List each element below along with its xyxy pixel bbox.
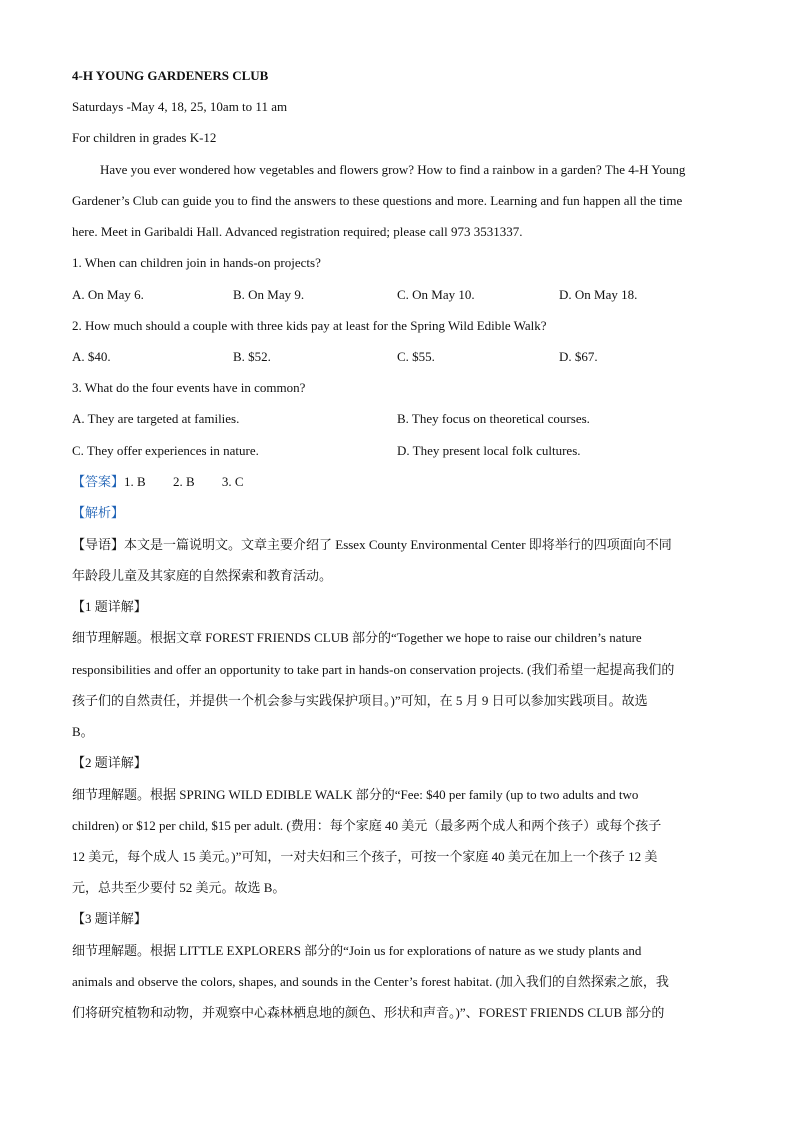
passage-body-line: Gardener’s Club can guide you to find the answers to these questions and more. Learning and fun happen all the time [72,193,683,208]
analysis-label: 【解析】 [72,505,125,520]
q1-detail-line: 孩子们的自然责任，并提供一个机会参与实践保护项目。)”可知，在 5 月 9 日可以参加实践项目。故选 [72,693,648,708]
passage-title: 4-H YOUNG GARDENERS CLUB [72,68,269,83]
passage-schedule: Saturdays -May 4, 18, 25, 10am to 11 am [72,99,288,114]
q1-detail-line: responsibilities and offer an opportunity to take part in hands-on conservation projects. (我们希望一起提高我们的 [72,662,675,677]
q2-detail-line: 元，总共至少要付 52 美元。故选 B。 [72,880,286,895]
answer-label: 【答案】 [72,474,125,489]
question-stem: 1. When can children join in hands-on projects? [72,255,321,270]
question-option: A. They are targeted at families. [72,411,240,426]
question-option: A. $40. [72,349,111,364]
answer-item: 1. B [124,474,146,489]
question-option: D. $67. [559,349,598,364]
question-option: C. $55. [397,349,435,364]
question-option: A. On May 6. [72,287,144,302]
answer-item: 2. B [172,474,195,489]
answer-item: 3. C [221,474,244,489]
analysis-guide-line: 【导语】本文是一篇说明文。文章主要介绍了 Essex County Environmental Center 即将举行的四项面向不同 [72,537,672,552]
passage-audience: For children in grades K-12 [72,130,217,145]
q1-detail-heading: 【1 题详解】 [72,599,147,614]
analysis-guide-line: 年龄段儿童及其家庭的自然探索和教育活动。 [72,568,333,583]
question-option: B. They focus on theoretical courses. [397,411,590,426]
q3-detail-heading: 【3 题详解】 [72,911,147,926]
passage-body-line: Have you ever wondered how vegetables and flowers grow? How to find a rainbow in a garden? The 4-H Young [100,162,686,177]
question-option: C. They offer experiences in nature. [72,443,259,458]
q2-detail-heading: 【2 题详解】 [72,755,147,770]
answer-line [72,474,244,490]
passage-body-line: here. Meet in Garibaldi Hall. Advanced registration required; please call 973 3531337. [72,224,523,239]
q2-detail-line: 12 美元，每个成人 15 美元。)”可知，一对夫妇和三个孩子，可按一个家庭 40 美元在加上一个孩子 12 美 [72,849,658,864]
q1-detail-line: B。 [72,724,94,739]
question-option: C. On May 10. [397,287,475,302]
question-option: D. On May 18. [559,287,638,302]
question-option: B. On May 9. [233,287,305,302]
q2-detail-line: 细节理解题。根据 SPRING WILD EDIBLE WALK 部分的“Fee: $40 per family (up to two adults and two [72,787,639,802]
question-stem: 3. What do the four events have in common? [72,380,306,395]
question-stem: 2. How much should a couple with three kids pay at least for the Spring Wild Edible Walk? [72,318,547,333]
question-option: B. $52. [233,349,271,364]
q3-detail-line: 细节理解题。根据 LITTLE EXPLORERS 部分的“Join us for explorations of nature as we study plants and [72,943,642,958]
question-option: D. They present local folk cultures. [397,443,581,458]
q3-detail-line: 们将研究植物和动物，并观察中心森林栖息地的颜色、形状和声音。)”、FOREST FRIENDS CLUB 部分的 [72,1005,665,1020]
q3-detail-line: animals and observe the colors, shapes, and sounds in the Center’s forest habitat. (加入我们的自然探索之旅，我 [72,974,669,989]
q2-detail-line: children) or $12 per child, $15 per adult. (费用：每个家庭 40 美元（最多两个成人和两个孩子）或每个孩子 [72,818,662,833]
q1-detail-line: 细节理解题。根据文章 FOREST FRIENDS CLUB 部分的“Together we hope to raise our children’s nature [72,630,642,645]
